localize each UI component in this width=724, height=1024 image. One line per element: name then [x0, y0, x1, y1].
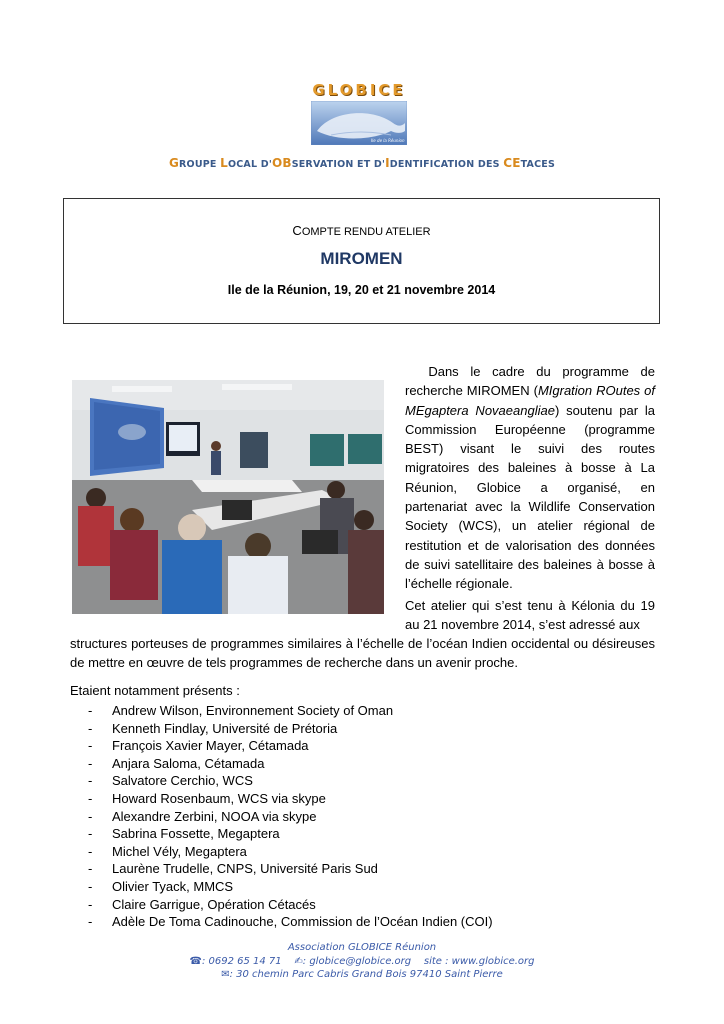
footer-address: : 30 chemin Parc Cabris Grand Bois 97410 Saint Pierre [229, 969, 503, 980]
attendee-name: Laurène Trudelle, CNPS, Université Paris Sud [112, 861, 378, 877]
logo-wordmark: GLOBICE [312, 81, 406, 99]
attendee-name: Alexandre Zerbini, NOOA via skype [112, 808, 317, 824]
attendee-name: Michel Vély, Megaptera [112, 843, 247, 859]
attendee-item [88, 755, 493, 773]
list-dash: - [88, 720, 93, 736]
phone-icon: ☎ [189, 955, 202, 967]
logo-tagline: Ile de la Réunion [371, 138, 405, 143]
envelope-icon: ✉ [221, 969, 230, 980]
attendee-item [88, 878, 493, 896]
list-dash: - [88, 826, 93, 842]
intro-paragraph: Dans le cadre du programme de recherche MIROMEN (MIgration ROutes of MEgaptera Novaeangliae) soutenu par la Commission Européenne (programme BEST) visant le suivi des routes migratoires des baleines à bosse à La Réunion, Globice a organisé, en partenariat avec la Wildlife Conservation Society (WCS), un atelier régional de restitution et de valorisation des données de suivi satellitaire des baleines à bosse à l’échelle régionale. [405, 364, 655, 592]
attendee-name: Kenneth Findlay, Université de Prétoria [112, 720, 338, 736]
attendee-name: Olivier Tyack, MMCS [112, 878, 234, 894]
list-dash: - [88, 914, 93, 930]
attendee-name: Howard Rosenbaum, WCS via skype [112, 790, 326, 806]
attendee-name: François Xavier Mayer, Cétamada [112, 738, 309, 754]
attendee-name: Claire Garrigue, Opération Cétacés [112, 896, 316, 912]
attendee-item [88, 913, 493, 931]
footer-address-line [0, 968, 724, 982]
footer-phone: : 0692 65 14 71 [201, 955, 282, 967]
globice-logo [311, 81, 407, 145]
list-dash: - [88, 843, 93, 859]
footer-email[interactable]: : globice@globice.org [302, 955, 412, 967]
footer [0, 941, 724, 982]
whale-logo-image [311, 101, 407, 145]
document-kicker: COMPTE RENDU ATELIER [292, 223, 431, 238]
attendee-item [88, 896, 493, 914]
attendee-name: Andrew Wilson, Environnement Society of Oman [112, 703, 394, 718]
attendee-item [88, 843, 493, 861]
list-dash: - [88, 861, 93, 877]
workshop-paragraph-start: Cet atelier qui s’est tenu à Kélonia du 19 au 21 novembre 2014, s’est adressé aux [405, 598, 655, 633]
attendee-name: Salvatore Cerchio, WCS [112, 773, 253, 789]
attendee-name: Adèle De Toma Cadinouche, Commission de l’Océan Indien (COI) [112, 914, 493, 930]
document-title: MIROMEN [320, 249, 403, 268]
workshop-photo [72, 380, 384, 614]
footer-association: Association GLOBICE Réunion [287, 942, 437, 953]
workshop-paragraph-end: structures porteuses de programmes similaires à l’échelle de l’océan Indien occidental ou désireuses de mettre en œuvre de tels programmes de recherche dans un avenir proche. [70, 636, 655, 671]
list-dash: - [88, 896, 93, 912]
attendee-item [88, 790, 493, 808]
footer-contact [0, 955, 724, 969]
attendee-item [88, 702, 493, 720]
attendee-item [88, 772, 493, 790]
attendees-list [88, 702, 493, 931]
attendee-item [88, 737, 493, 755]
footer-site[interactable]: site : www.globice.org [423, 955, 535, 967]
attendee-item [88, 720, 493, 738]
title-box [63, 198, 660, 324]
attendee-name: Sabrina Fossette, Megaptera [112, 826, 280, 842]
list-dash: - [88, 755, 93, 771]
list-dash: - [88, 808, 93, 824]
email-icon: ✍ [294, 955, 303, 967]
list-dash: - [88, 773, 93, 789]
attendee-item [88, 808, 493, 826]
list-dash: - [88, 790, 93, 806]
attendee-item [88, 860, 493, 878]
document-subtitle: Ile de la Réunion, 19, 20 et 21 novembre 2014 [227, 283, 496, 297]
attendee-item [88, 825, 493, 843]
attendee-name: Anjara Saloma, Cétamada [112, 755, 265, 771]
list-dash: - [88, 738, 93, 754]
organization-fullname: GROUPE LOCAL D'OBSERVATION ET D'IDENTIFICATION DES CETACES [168, 156, 556, 170]
attendees-heading: Etaient notamment présents : [70, 683, 240, 698]
list-dash: - [88, 703, 93, 718]
list-dash: - [88, 878, 93, 894]
